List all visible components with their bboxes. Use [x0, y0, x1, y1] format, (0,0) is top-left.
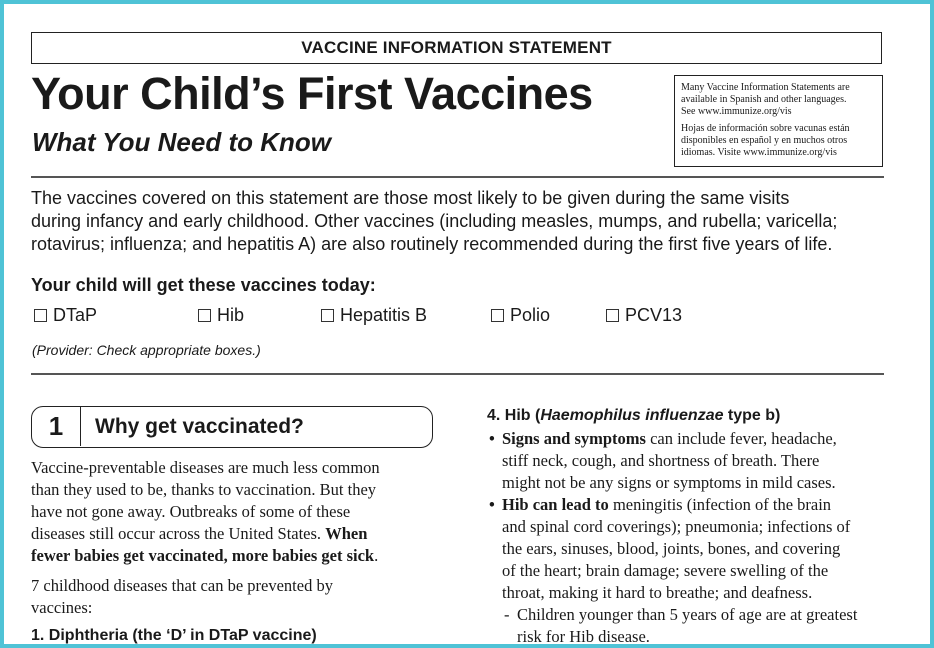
diphtheria-heading: 1. Diphtheria (the ‘D’ in DTaP vaccine) — [31, 627, 317, 644]
page-subtitle: What You Need to Know — [32, 127, 331, 157]
vaccine-option-hepatitis-b[interactable]: Hepatitis B — [321, 304, 427, 326]
provider-note: (Provider: Check appropriate boxes.) — [32, 342, 261, 358]
why-vaccinate-text — [31, 457, 431, 619]
checkbox-polio[interactable] — [491, 309, 504, 322]
section-title: Why get vaccinated? — [95, 415, 304, 438]
checkbox-hib[interactable] — [198, 309, 211, 322]
divider-top — [31, 176, 884, 178]
section-number: 1 — [32, 407, 81, 446]
vaccine-checkbox-row — [31, 304, 891, 328]
diseases-intro: 7 childhood diseases that can be prevented by vaccines: — [31, 576, 333, 617]
document-page — [4, 4, 930, 644]
dash-icon: - — [504, 605, 510, 624]
checkbox-dtap[interactable] — [34, 309, 47, 322]
page-title: Your Child’s First Vaccines — [31, 68, 593, 119]
checkbox-hepatitis-b[interactable] — [321, 309, 334, 322]
vaccine-option-polio[interactable]: Polio — [491, 304, 550, 326]
vaccine-option-pcv13[interactable]: PCV13 — [606, 304, 682, 326]
why-vaccinate-paragraph: Vaccine-preventable diseases are much less common than they used to be, thanks to vaccination. But they have not gone away. Outbreaks of some of these diseases still occur across the United States. When fewer babies get vaccinated, more babies get sick. — [31, 458, 380, 565]
section-1-header — [31, 406, 433, 448]
english-note: Many Vaccine Information Statements are available in Spanish and other languages. See www.immunize.org/vis — [681, 82, 850, 117]
language-info-box — [674, 75, 883, 167]
vaccines-today-heading: Your child will get these vaccines today: — [31, 275, 376, 295]
bullet-icon: • — [489, 495, 495, 514]
hib-details — [487, 428, 902, 648]
hib-heading: 4. Hib (Haemophilus influenzae type b) — [487, 407, 781, 424]
list-item: - Children younger than 5 years of age are at greatest risk for Hib disease. — [504, 605, 858, 646]
list-item: • Signs and symptoms can include fever, headache, stiff neck, cough, and shortness of breath. There might not be any signs or symptoms in mild cases. — [489, 429, 837, 492]
vis-banner: VACCINE INFORMATION STATEMENT — [31, 32, 882, 64]
intro-paragraph: The vaccines covered on this statement are those most likely to be given during the same visits during infancy and early childhood. Other vaccines (including measles, mumps, and rubella; varicella; rotavirus; influenza; and hepatitis A) are also routinely recommended during the first five years of life. — [31, 188, 838, 254]
vaccine-option-hib[interactable]: Hib — [198, 304, 244, 326]
bullet-icon: • — [489, 429, 495, 448]
vaccine-option-dtap[interactable]: DTaP — [34, 304, 97, 326]
checkbox-pcv13[interactable] — [606, 309, 619, 322]
list-item: • Hib can lead to meningitis (infection of the brain and spinal cord coverings); pneumonia; infections of the ears, sinuses, blood, joints, bones, and covering of the heart; brain damage; severe swelling of the throat, making it hard to breathe; and deafness. — [489, 495, 851, 602]
spanish-note: Hojas de información sobre vacunas están disponibles en español y en muchos otros idiomas. Visite www.immunize.org/vis — [681, 123, 850, 158]
divider-middle — [31, 373, 884, 375]
